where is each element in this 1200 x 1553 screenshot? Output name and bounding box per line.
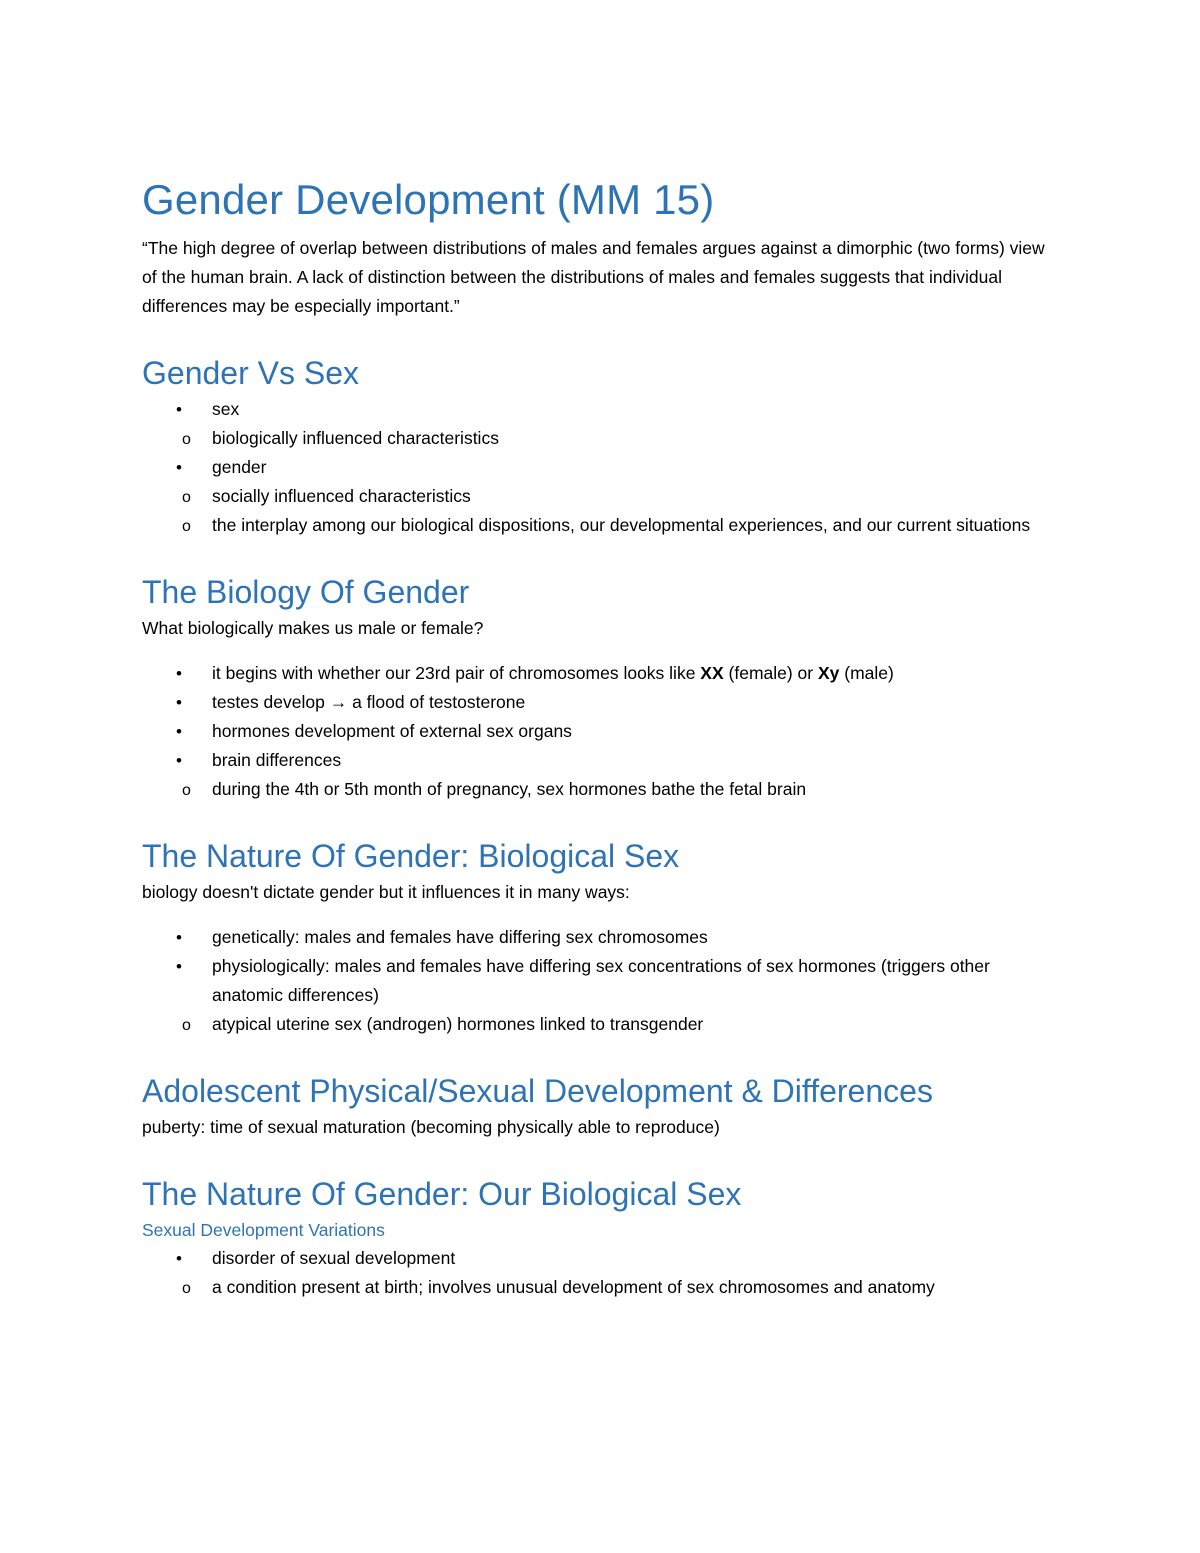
sub-bullet-icon: o — [182, 1017, 191, 1034]
list-item-text: it begins with whether our 23rd pair of chromosomes looks like XX (female) or Xy (male) — [212, 663, 894, 683]
bullet-list — [142, 923, 1062, 1010]
bullet-icon: • — [176, 928, 182, 947]
sub-list-item-text: the interplay among our biological dispositions, our developmental experiences, and our current situations — [212, 515, 1031, 535]
sub-bullet-list — [142, 1273, 1062, 1302]
sub-list-item — [142, 775, 1062, 804]
sub-list-item — [142, 424, 1062, 453]
sub-bullet-icon: o — [182, 1280, 191, 1297]
document-content — [142, 170, 1062, 1302]
list-item — [142, 717, 1062, 746]
section-nature-biological-sex — [142, 834, 1062, 1039]
sub-list-item — [142, 1010, 1062, 1039]
list-item-text: testes develop → a flood of testosterone — [212, 692, 526, 712]
list-item-text: disorder of sexual development — [212, 1248, 456, 1268]
sub-list-item — [142, 1273, 1062, 1302]
section-heading: Adolescent Physical/Sexual Development & Differences — [142, 1073, 933, 1109]
list-item — [142, 952, 1062, 1010]
list-item-text: brain differences — [212, 750, 342, 770]
bullet-icon: • — [176, 400, 182, 419]
bullet-list — [142, 453, 1062, 482]
section-biology-of-gender — [142, 570, 1062, 804]
section-nature-our-biological-sex — [142, 1172, 1062, 1302]
bullet-icon: • — [176, 1249, 182, 1268]
list-item-text: gender — [212, 457, 267, 477]
section-intro: What biologically makes us male or female? — [142, 618, 484, 638]
list-item-text: hormones development of external sex organs — [212, 721, 572, 741]
section-heading: Gender Vs Sex — [142, 355, 359, 391]
sub-bullet-icon: o — [182, 489, 191, 506]
quote-paragraph: “The high degree of overlap between distributions of males and females argues against a dimorphic (two forms) view of the human brain. A lack of distinction between the distributions of males and females suggests that individual differences may be especially important.” — [142, 238, 1045, 316]
sub-list-item-text: a condition present at birth; involves unusual development of sex chromosomes and anatomy — [212, 1277, 935, 1297]
section-text: puberty: time of sexual maturation (becoming physically able to reproduce) — [142, 1117, 720, 1137]
list-item — [142, 923, 1062, 952]
list-item-text: genetically: males and females have differing sex chromosomes — [212, 927, 708, 947]
sub-list-item-text: during the 4th or 5th month of pregnancy, sex hormones bathe the fetal brain — [212, 779, 807, 799]
list-item — [142, 395, 1062, 424]
sub-bullet-list — [142, 775, 1062, 804]
sub-bullet-list — [142, 1010, 1062, 1039]
bullet-icon: • — [176, 722, 182, 741]
section-heading: The Nature Of Gender: Biological Sex — [142, 838, 680, 874]
bullet-icon: • — [176, 957, 182, 976]
sub-list-item-text: atypical uterine sex (androgen) hormones linked to transgender — [212, 1014, 704, 1034]
sub-list-item-text: socially influenced characteristics — [212, 486, 471, 506]
list-item — [142, 1244, 1062, 1273]
sub-bullet-icon: o — [182, 431, 191, 448]
list-item — [142, 453, 1062, 482]
sub-list-item — [142, 511, 1062, 540]
section-subheading: Sexual Development Variations — [142, 1220, 385, 1240]
list-item-text: sex — [212, 399, 240, 419]
list-item-text: physiologically: males and females have differing sex concentrations of sex hormones (triggers other anatomic differences) — [212, 956, 990, 1005]
list-item — [142, 746, 1062, 775]
bullet-icon: • — [176, 458, 182, 477]
bullet-list — [142, 1244, 1062, 1273]
sub-bullet-icon: o — [182, 518, 191, 535]
list-item — [142, 688, 1062, 717]
sub-bullet-list — [142, 482, 1062, 540]
bullet-icon: • — [176, 693, 182, 712]
sub-list-item — [142, 482, 1062, 511]
section-adolescent-development — [142, 1069, 1062, 1142]
bullet-list — [142, 395, 1062, 424]
section-heading: The Biology Of Gender — [142, 574, 470, 610]
page-title: Gender Development (MM 15) — [142, 176, 715, 223]
sub-bullet-icon: o — [182, 782, 191, 799]
bullet-icon: • — [176, 751, 182, 770]
bullet-icon: • — [176, 664, 182, 683]
list-item — [142, 659, 1062, 688]
sub-bullet-list — [142, 424, 1062, 453]
section-intro: biology doesn't dictate gender but it influences it in many ways: — [142, 882, 630, 902]
section-heading: The Nature Of Gender: Our Biological Sex — [142, 1176, 742, 1212]
bullet-list — [142, 659, 1062, 775]
sub-list-item-text: biologically influenced characteristics — [212, 428, 499, 448]
section-gender-vs-sex — [142, 351, 1062, 540]
